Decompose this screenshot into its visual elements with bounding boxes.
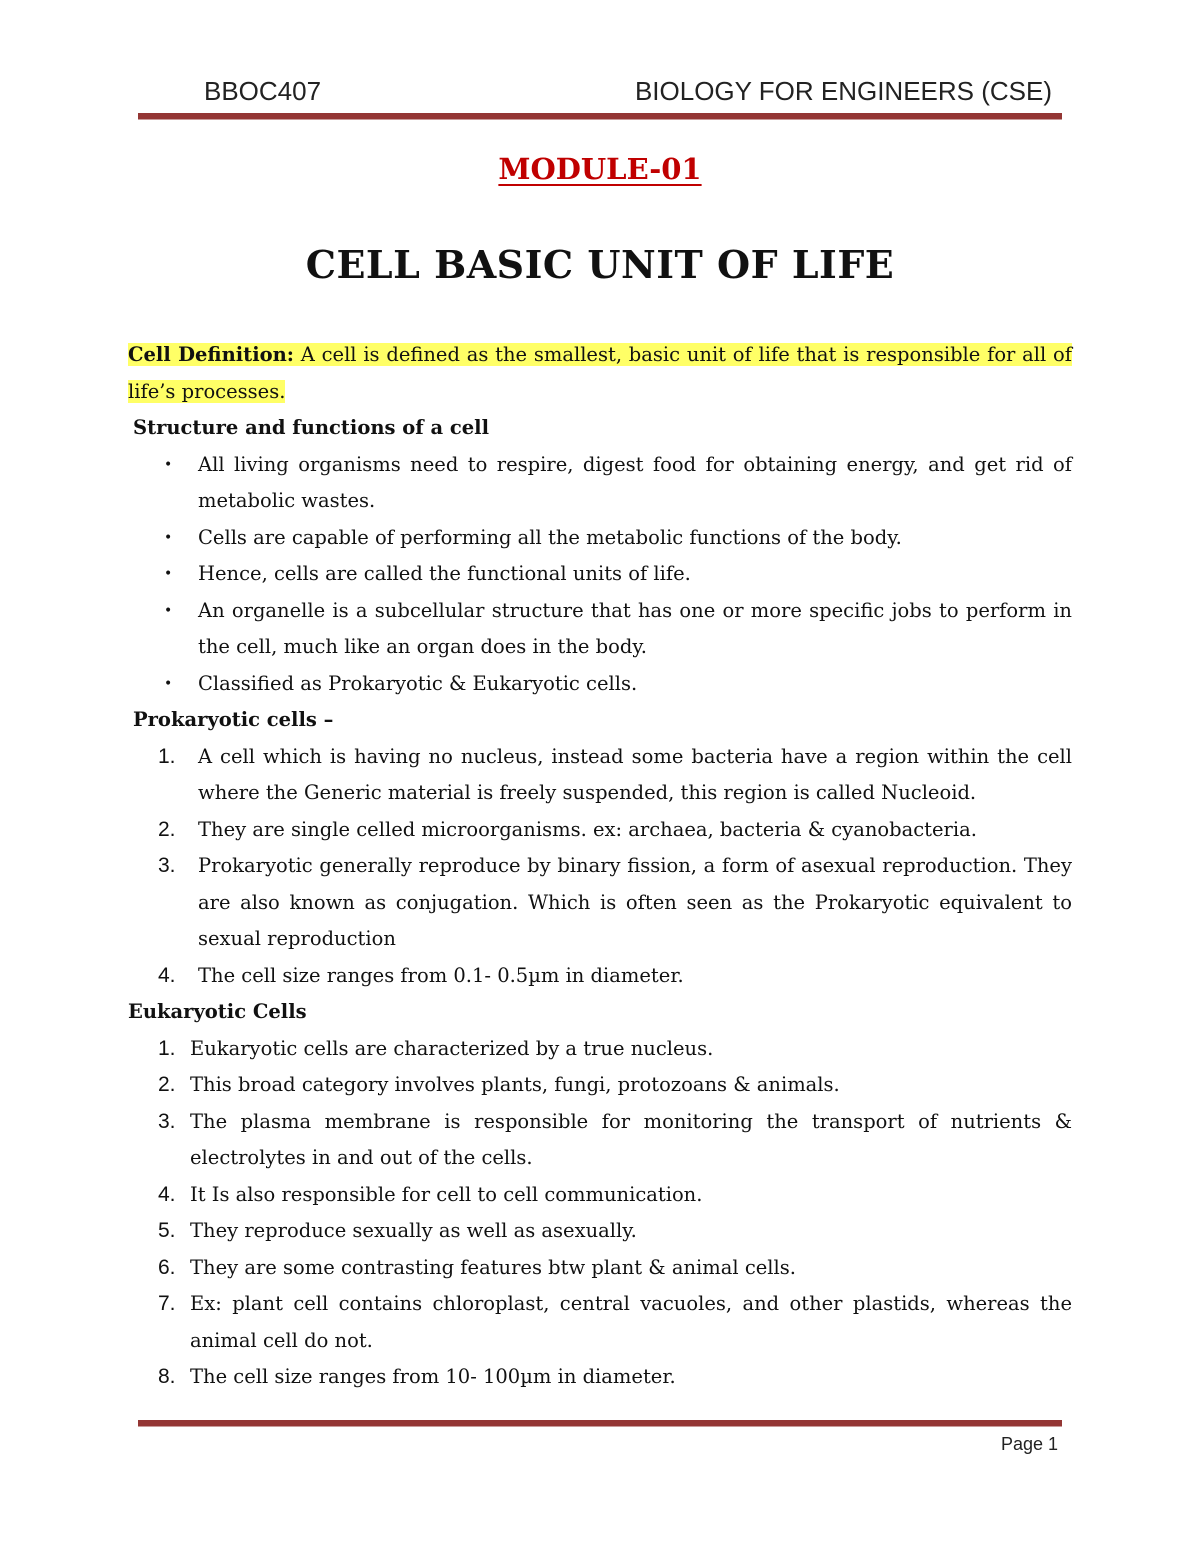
course-title: BIOLOGY FOR ENGINEERS (CSE) bbox=[634, 76, 1052, 106]
list-item: 1. A cell which is having no nucleus, instead some bacteria have a region within the cell where the Generic material is freely suspended, this region is called Nucleoid. bbox=[158, 744, 1072, 804]
page-title: CELL BASIC UNIT OF LIFE bbox=[305, 242, 895, 287]
list-item: 4. The cell size ranges from 0.1- 0.5µm in diameter. bbox=[158, 963, 684, 987]
list-item: 1. Eukaryotic cells are characterized by a true nucleus. bbox=[158, 1036, 714, 1060]
list-item: • An organelle is a subcellular structure that has one or more specific jobs to perform in the cell, much like an organ does in the body. bbox=[128, 593, 1072, 666]
list-item: 8. The cell size ranges from 10- 100µm in diameter. bbox=[158, 1365, 676, 1388]
page-number: Page 1 bbox=[1000, 1434, 1058, 1454]
structure-heading: Structure and functions of a cell bbox=[133, 416, 489, 439]
module-heading bbox=[0, 152, 1200, 186]
list-item: 2. This broad category involves plants, fungi, protozoans & animals. bbox=[158, 1073, 840, 1096]
course-code: BBOC407 bbox=[204, 76, 322, 106]
header-rule bbox=[138, 113, 1062, 119]
bullet-icon: • bbox=[164, 456, 173, 473]
list-item: 6. They are some contrasting features btw plant & animal cells. bbox=[158, 1255, 796, 1279]
list-item: • Hence, cells are called the functional units of life. bbox=[128, 556, 1072, 593]
module-label: MODULE-01 bbox=[498, 152, 702, 186]
eukaryotic-heading: Eukaryotic Cells bbox=[128, 1000, 307, 1023]
footer-rule bbox=[138, 1420, 1062, 1426]
list-item: 3. Prokaryotic generally reproduce by binary fission, a form of asexual reproduction. They are also known as conjugation. Which is often seen as the Prokaryotic equivalent to sexual reproduction bbox=[158, 854, 1072, 950]
list-item: 4. It Is also responsible for cell to cell communication. bbox=[158, 1182, 703, 1206]
list-item: 3. The plasma membrane is responsible for monitoring the transport of nutrients & electrolytes in and out of the cells. bbox=[158, 1109, 1072, 1169]
cell-definition bbox=[128, 337, 1072, 410]
list-item: 5. They reproduce sexually as well as asexually. bbox=[158, 1219, 637, 1242]
eukaryotic-list bbox=[128, 1031, 1072, 1396]
prokaryotic-list bbox=[128, 739, 1072, 995]
list-item: • Cells are capable of performing all the metabolic functions of the body. bbox=[128, 520, 1072, 557]
bullet-icon: • bbox=[164, 602, 173, 619]
bullet-icon: • bbox=[164, 675, 173, 692]
definition-label: Cell Definition: bbox=[128, 343, 294, 366]
document-body bbox=[128, 337, 1072, 1396]
list-item: 7. Ex: plant cell contains chloroplast, central vacuoles, and other plastids, whereas the animal cell do not. bbox=[158, 1292, 1072, 1352]
list-item: • Classified as Prokaryotic & Eukaryotic cells. bbox=[128, 666, 1072, 703]
structure-list bbox=[128, 447, 1072, 703]
list-item: • All living organisms need to respire, digest food for obtaining energy, and get rid of metabolic wastes. bbox=[128, 447, 1072, 520]
definition-text: A cell is defined as the smallest, basic unit of life that is responsible for all of life’s processes. bbox=[128, 343, 1072, 403]
page-header bbox=[204, 76, 1052, 112]
bullet-icon: • bbox=[164, 529, 173, 546]
list-item: 2. They are single celled microorganisms. ex: archaea, bacteria & cyanobacteria. bbox=[158, 817, 977, 841]
prokaryotic-heading: Prokaryotic cells – bbox=[133, 708, 334, 731]
bullet-icon: • bbox=[164, 566, 173, 582]
